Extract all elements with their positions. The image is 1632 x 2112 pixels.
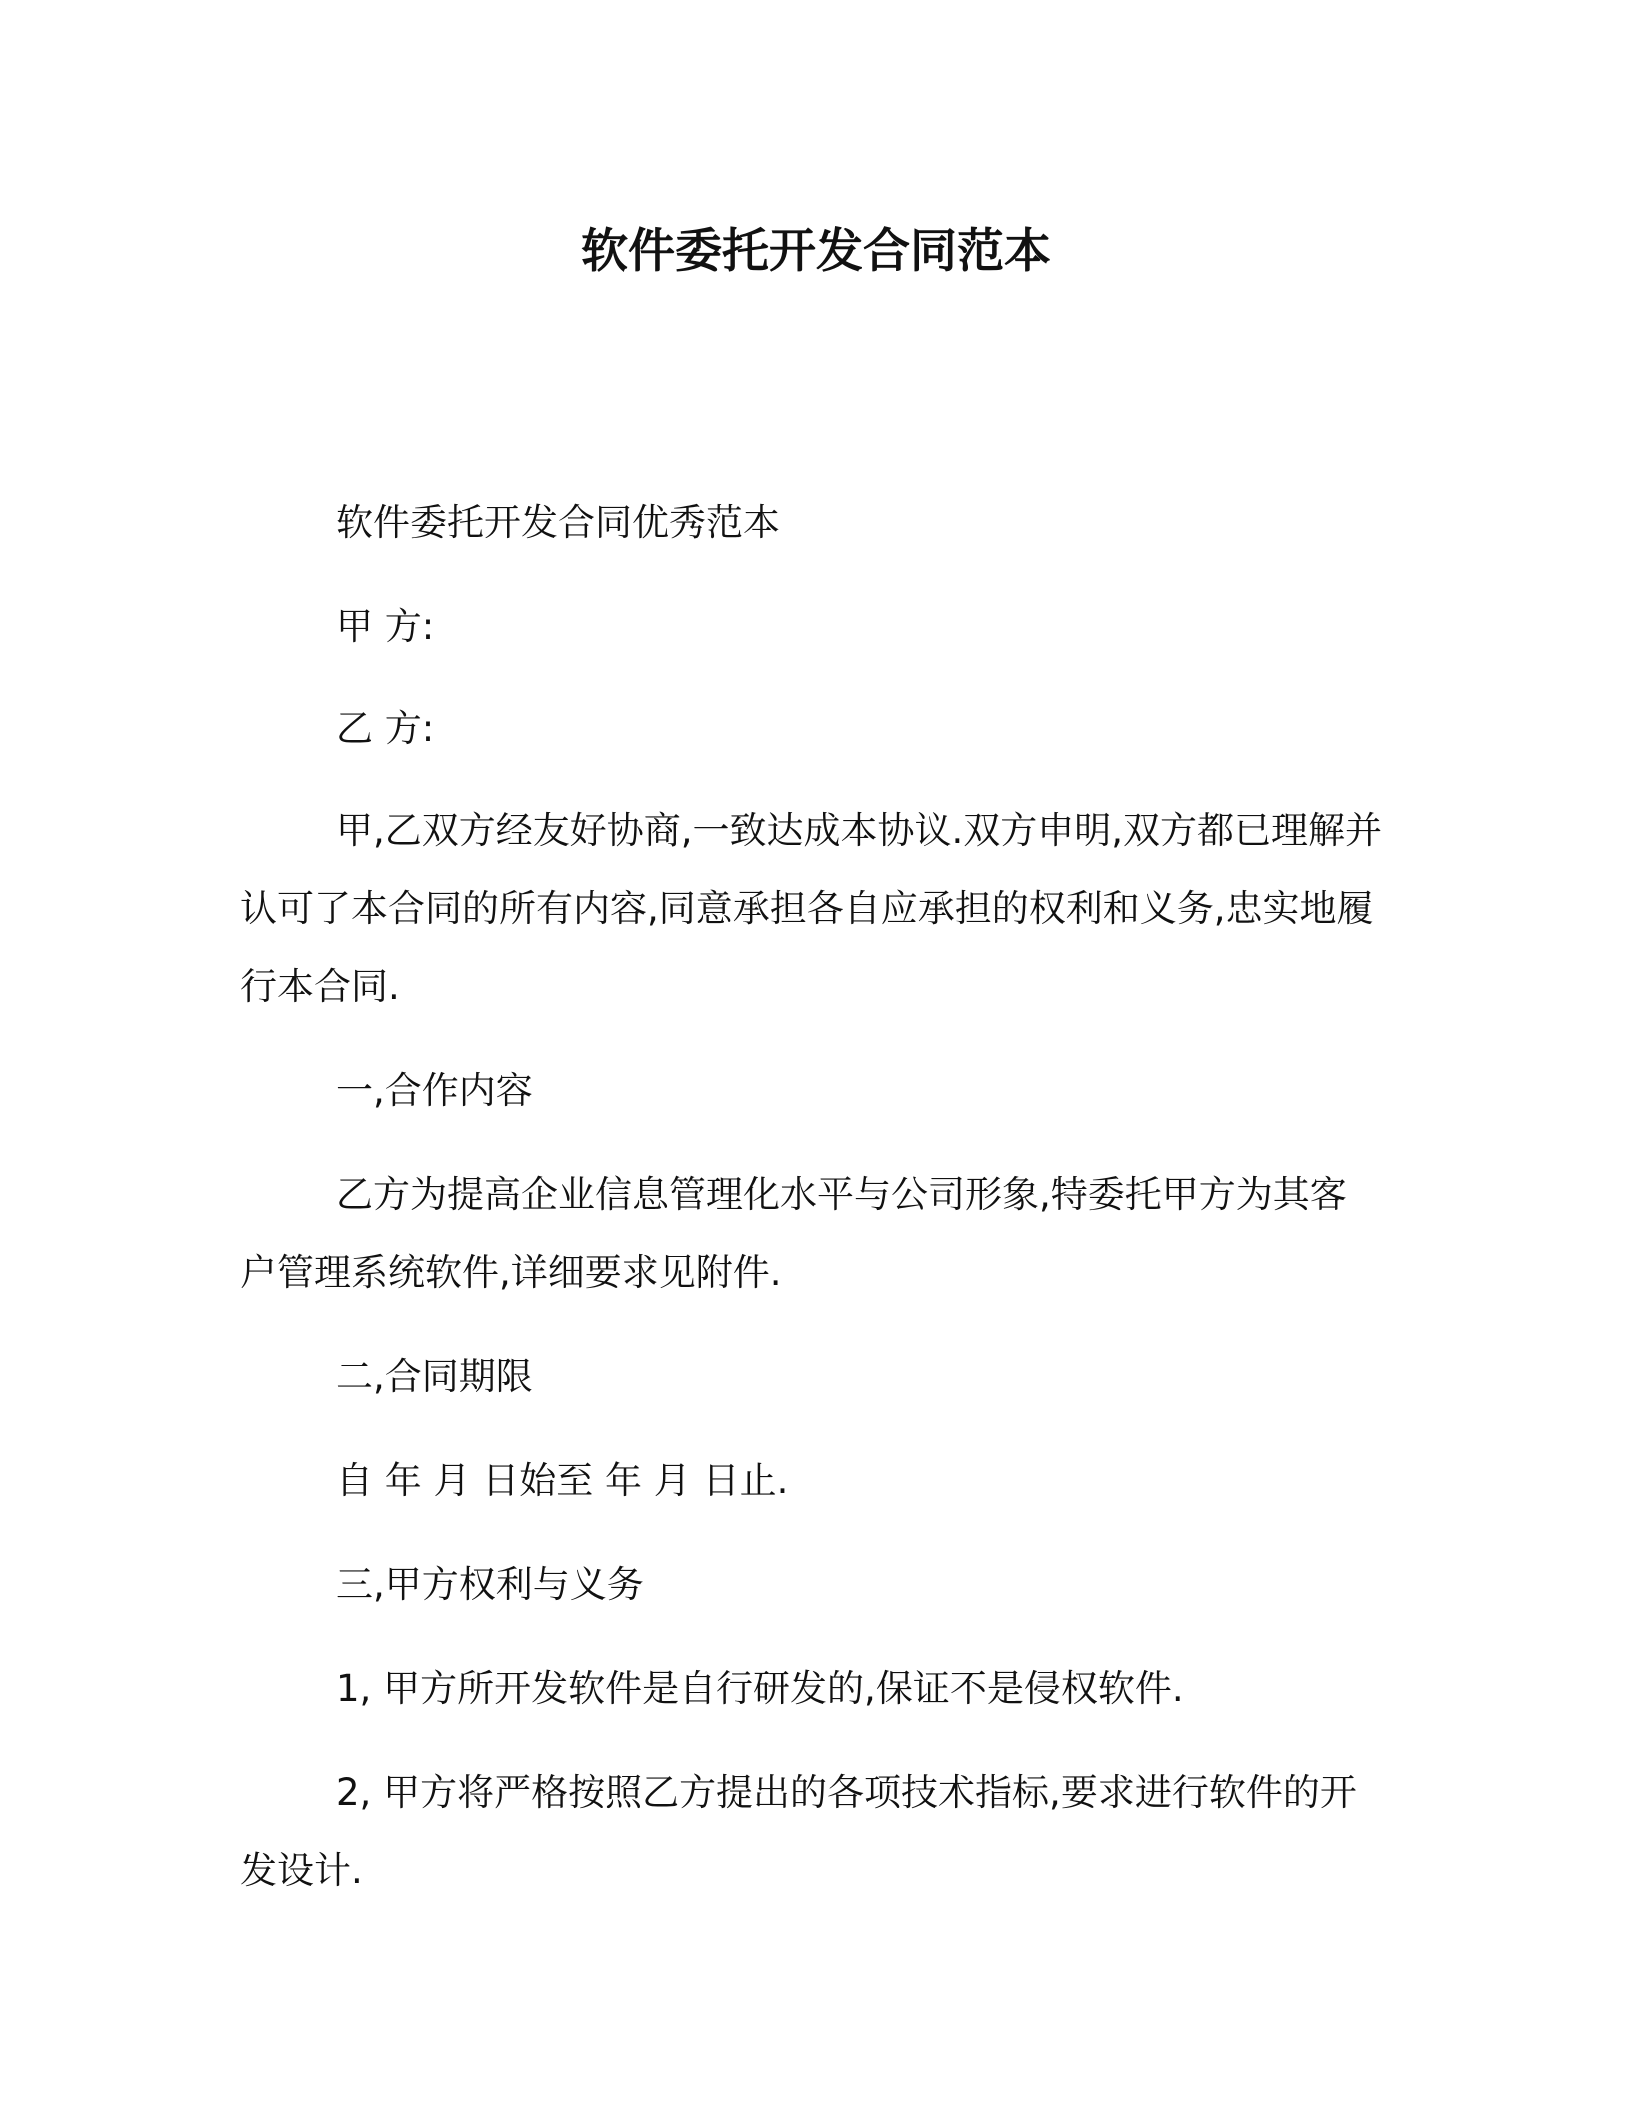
agreement-paragraph-line-2: 认可了本合同的所有内容,同意承担各自应承担的权利和义务,忠实地履 — [240, 887, 1374, 930]
section-heading-term: 二,合同期限 — [336, 1355, 533, 1398]
agreement-paragraph-line-1: 甲,乙双方经友好协商,一致达成本协议.双方申明,双方都已理解并 — [336, 809, 1383, 852]
party-a-line: 甲 方: — [336, 605, 435, 648]
section-heading-rights: 三,甲方权利与义务 — [336, 1563, 644, 1606]
term-paragraph: 自 年 月 日始至 年 月 日止. — [336, 1459, 789, 1502]
rights-item-1: 1, 甲方所开发软件是自行研发的,保证不是侵权软件. — [336, 1667, 1184, 1710]
subtitle-paragraph: 软件委托开发合同优秀范本 — [336, 501, 780, 544]
party-b-line: 乙 方: — [336, 707, 435, 750]
section-heading-cooperation: 一,合作内容 — [336, 1069, 533, 1112]
document-title: 软件委托开发合同范本 — [581, 224, 1051, 279]
agreement-paragraph-line-3: 行本合同. — [240, 965, 400, 1008]
rights-item-2-line-1: 2, 甲方将严格按照乙方提出的各项技术指标,要求进行软件的开 — [336, 1771, 1357, 1814]
rights-item-2-line-2: 发设计. — [240, 1849, 363, 1892]
cooperation-paragraph-line-2: 户管理系统软件,详细要求见附件. — [240, 1251, 782, 1294]
cooperation-paragraph-line-1: 乙方为提高企业信息管理化水平与公司形象,特委托甲方为其客 — [336, 1173, 1347, 1216]
